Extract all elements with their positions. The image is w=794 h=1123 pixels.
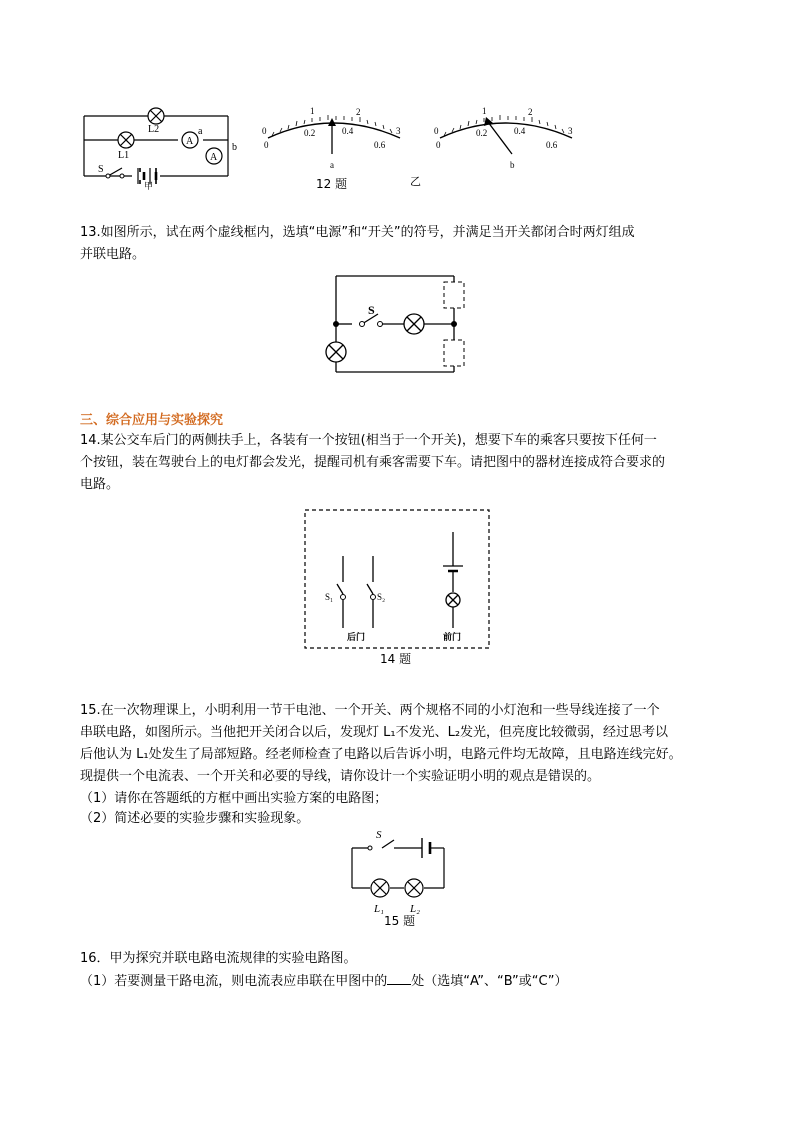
q14-text-line1: 14.某公交车后门的两侧扶手上，各装有一个按钮(相当于一个开关)，想要下车的乘客只要按下任何一: [80, 433, 657, 448]
q14-rear-door-label: 后门: [347, 632, 366, 642]
q16-sub1-suffix: 处（选填“A”、“B”或“C”）: [411, 974, 568, 989]
panel-label-jia: 甲: [144, 181, 154, 190]
meter-b-tick-0: 0: [436, 140, 441, 150]
q15-sub1: （1）请你在答题纸的方框中画出实验方案的电路图；: [80, 791, 388, 806]
node-a-label: a: [198, 126, 203, 137]
meter-a-major-3: 3: [396, 126, 401, 136]
q14-text-line2: 个按钮，装在驾驶台上的电灯都会发光，提醒司机有乘客需要下车。请把图中的器材连接成符合要求的: [80, 455, 666, 470]
q16-text-line1: 16．甲为探究并联电路电流规律的实验电路图。: [80, 951, 357, 966]
meter-a-major-1: 1: [310, 106, 315, 116]
bulb-l1-label: L1: [118, 150, 130, 161]
meter-b-pointer-label: b: [510, 160, 515, 170]
meter-b-tick-0-4: 0.4: [514, 126, 526, 136]
q15-text-line2: 串联电路，如图所示。当他把开关闭合以后，发现灯 L₁不发光、L₂发光，但亮度比较微弱，经过思考以: [80, 725, 669, 740]
q16-sub1-prefix: （1）若要测量干路电流，则电流表应串联在甲图中的: [80, 974, 388, 989]
q15-caption: 15 题: [384, 914, 416, 928]
meter-a-pointer-label: a: [330, 160, 334, 170]
bulb-l2-label: L2: [148, 124, 160, 135]
meter-a-tick-0-2: 0.2: [304, 128, 316, 138]
q14-figure: [303, 508, 491, 650]
q15-l1-label: L₁: [374, 903, 384, 915]
q16-answer-blank[interactable]: [387, 970, 411, 985]
q14-text-line3: 电路。: [80, 477, 120, 492]
meter-b-major-1: 1: [482, 106, 487, 116]
q14-caption: 14 题: [380, 652, 412, 666]
q14-s1-label: S₁: [325, 592, 334, 602]
meter-a-tick-0-4: 0.4: [342, 126, 354, 136]
ammeter-b-label: A: [210, 152, 218, 163]
ammeter-dial-a: [258, 106, 408, 176]
q15-text-line1: 15.在一次物理课上，小明利用一节干电池、一个开关、两个规格不同的小灯泡和一些导线连接了一个: [80, 703, 660, 718]
figure-12-circuit: [78, 98, 248, 190]
q15-text-line3: 后他认为 L₁处发生了局部短路。经老师检查了电路以后告诉小明，电路元件均无故障，且电路连线完好。: [80, 747, 682, 762]
meter-b-major-3: 3: [568, 126, 573, 136]
figure-12-caption: 12 题: [316, 177, 348, 191]
switch-label: S: [98, 164, 104, 175]
q13-text-line2: 并联电路。: [80, 247, 146, 262]
q13-switch-label: S: [368, 303, 375, 317]
q13-text-line1: 13.如图所示，试在两个虚线框内，选填“电源”和“开关”的符号，并满足当开关都闭合时两灯组成: [80, 225, 635, 240]
panel-label-yi: 乙: [410, 175, 421, 188]
ammeter-dial-b: [430, 106, 580, 176]
q15-sub2: （2）简述必要的实验步骤和实验现象。: [80, 811, 310, 826]
q14-front-door-label: 前门: [443, 632, 462, 642]
q13-circuit: [322, 268, 472, 380]
meter-b-tick-0-6: 0.6: [546, 140, 558, 150]
q14-s2-label: S₂: [377, 592, 386, 602]
meter-a-tick-0-6: 0.6: [374, 140, 386, 150]
q15-switch-label: S: [376, 829, 382, 841]
q15-l2-label: L₂: [410, 903, 420, 915]
meter-b-major-2: 2: [528, 107, 533, 117]
meter-a-tick-0: 0: [264, 140, 269, 150]
meter-b-tick-0-2: 0.2: [476, 128, 488, 138]
q15-circuit: [344, 826, 454, 916]
q15-text-line4: 现提供一个电流表、一个开关和必要的导线，请你设计一个实验证明小明的观点是错误的。: [80, 769, 601, 784]
node-b-label: b: [232, 142, 237, 153]
meter-b-major-0: 0: [434, 126, 439, 136]
q16-sub1: [80, 970, 568, 993]
meter-a-major-0: 0: [262, 126, 267, 136]
ammeter-a-label: A: [186, 136, 194, 147]
meter-a-major-2: 2: [356, 107, 361, 117]
section-3-heading: 三、综合应用与实验探究: [80, 413, 224, 428]
